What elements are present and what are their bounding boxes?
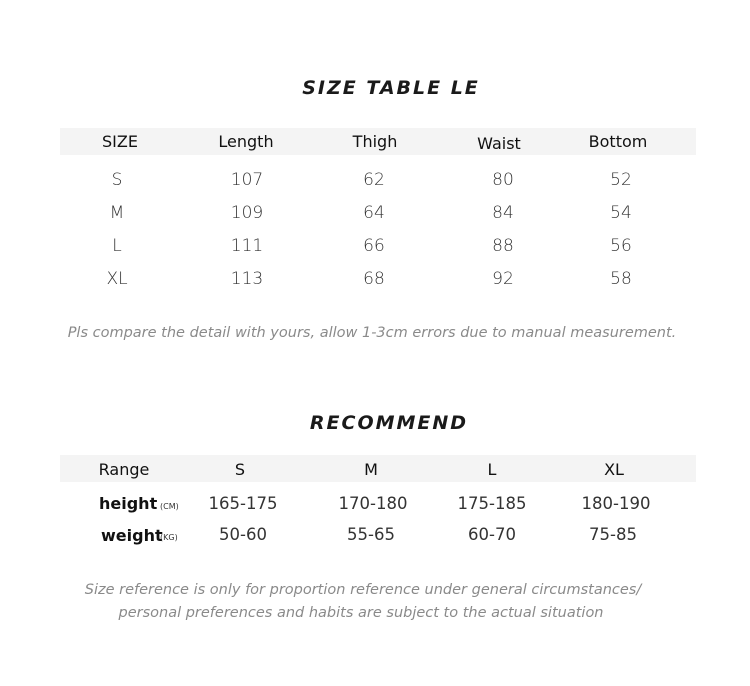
recommend-row-label-height: height (99, 494, 158, 513)
size-cell: XL (106, 269, 128, 289)
size-cell: L (112, 236, 122, 256)
recommend-cell: 180-190 (581, 494, 651, 513)
size-cell: S (111, 170, 123, 190)
size-header-bottom: Bottom (588, 132, 648, 151)
recommend-row-label-weight: weight (101, 526, 163, 545)
size-cell: 66 (363, 236, 385, 256)
size-cell: 92 (492, 269, 514, 289)
size-cell: M (109, 203, 125, 223)
size-cell: 109 (230, 203, 264, 223)
size-cell: 64 (363, 203, 385, 223)
recommend-unit-cm: (CM) (160, 502, 179, 511)
size-cell: 88 (492, 236, 514, 256)
recommend-header-s: S (234, 460, 246, 479)
size-table-note: Pls compare the detail with yours, allow 1-3cm errors due to manual measurement. (67, 325, 677, 341)
recommend-header-m: M (364, 460, 378, 479)
size-cell: 68 (363, 269, 385, 289)
size-header-thigh: Thigh (352, 132, 398, 151)
recommend-header-l: L (487, 460, 497, 479)
size-table-title: SIZE TABLE LE (302, 77, 480, 99)
recommend-header-xl: XL (604, 460, 624, 479)
recommend-cell: 55-65 (347, 525, 395, 544)
recommend-cell: 175-185 (457, 494, 527, 513)
recommend-cell: 75-85 (589, 525, 637, 544)
size-header-size: SIZE (102, 132, 138, 151)
size-header-length: Length (218, 132, 274, 151)
recommend-note-line2: personal preferences and habits are subject to the actual situation (118, 605, 604, 621)
size-cell: 80 (492, 170, 514, 190)
size-cell: 56 (610, 236, 632, 256)
recommend-header-range: Range (98, 460, 150, 479)
size-cell: 84 (492, 203, 514, 223)
recommend-cell: 60-70 (468, 525, 516, 544)
recommend-title: RECOMMEND (309, 412, 469, 434)
size-cell: 113 (230, 269, 264, 289)
size-cell: 111 (230, 236, 264, 256)
size-cell: 62 (363, 170, 385, 190)
size-cell: 58 (610, 269, 632, 289)
size-cell: 107 (230, 170, 264, 190)
recommend-cell: 50-60 (219, 525, 267, 544)
recommend-note-line1: Size reference is only for proportion reference under general circumstances/ (84, 582, 642, 598)
size-header-waist: Waist (477, 134, 521, 153)
recommend-unit-kg: (KG) (160, 533, 178, 542)
size-cell: 54 (610, 203, 632, 223)
recommend-cell: 170-180 (338, 494, 408, 513)
recommend-cell: 165-175 (208, 494, 278, 513)
size-cell: 52 (610, 170, 632, 190)
